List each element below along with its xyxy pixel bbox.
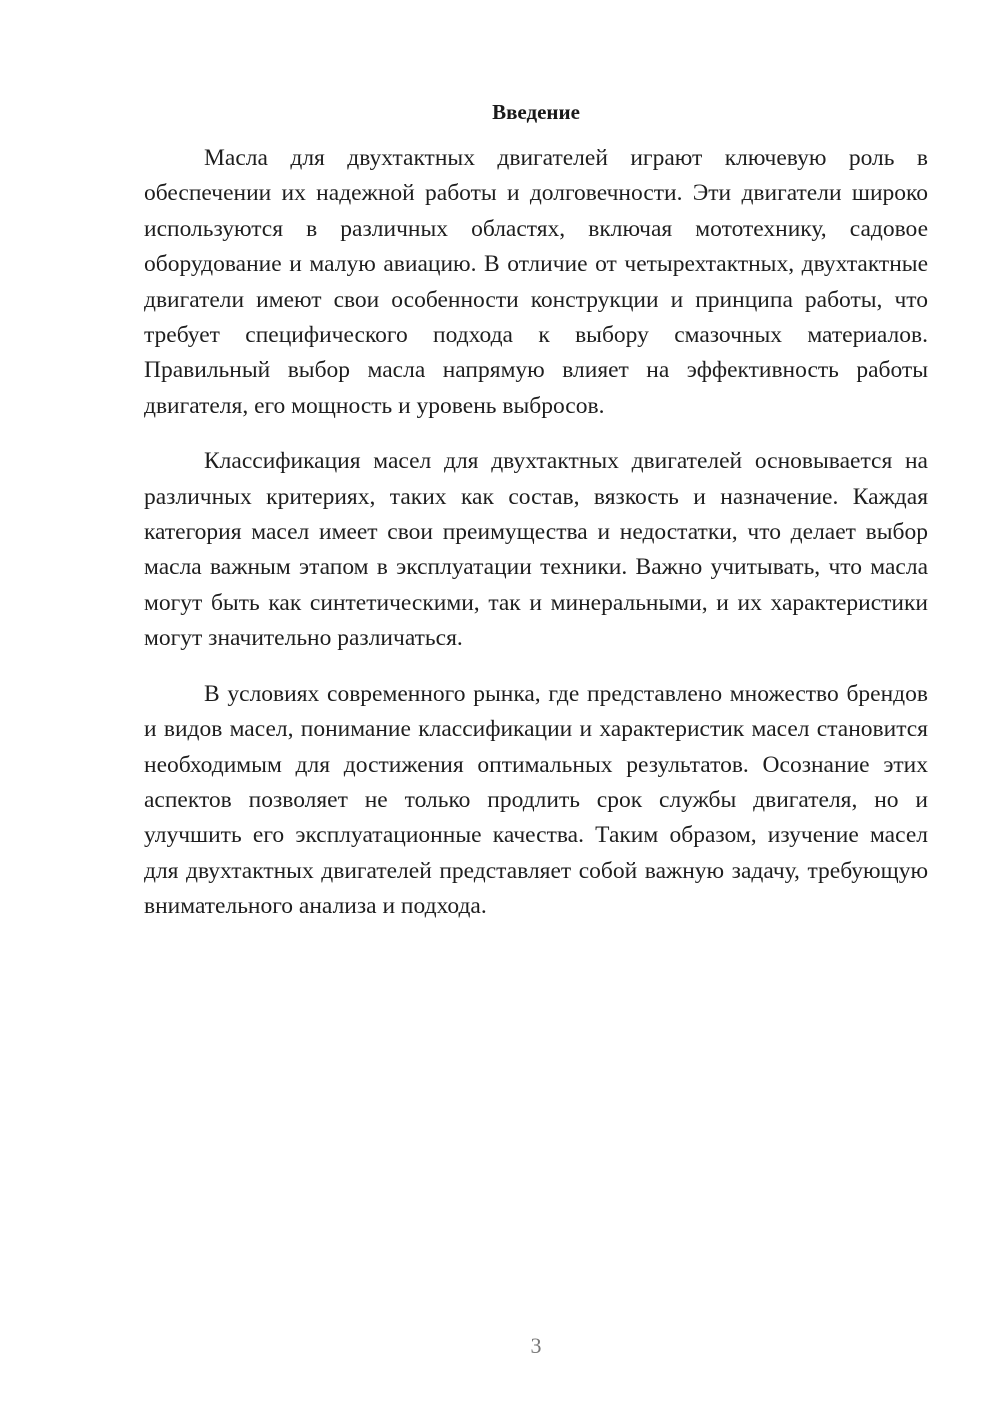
page-number: 3	[530, 1333, 542, 1358]
body-text	[144, 141, 928, 945]
paragraph-2: Классификация масел для двухтактных двигателей основывается на различных критериях, таких как состав, вязкость и назначение. Каждая категория масел имеет свои преимущества и недостатки, что делает выбор масла важным этапом в эксплуатации техники. Важно учитывать, что масла могут быть как синтетическими, так и минеральными, и их характеристики могут значительно различаться.	[144, 448, 928, 652]
paragraph-3: В условиях современного рынка, где представлено множество брендов и видов масел, понимание классификации и характеристик масел становится необходимым для достижения оптимальных результатов. Осознание этих аспектов позволяет не только продлить срок службы двигателя, но и улучшить его эксплуатационные качества. Таким образом, изучение масел для двухтактных двигателей представляет собой важную задачу, требующую внимательного анализа и подхода.	[144, 680, 928, 920]
section-heading: Введение	[492, 100, 580, 124]
paragraph-1: Масла для двухтактных двигателей играют ключевую роль в обеспечении их надежной работы и долговечности. Эти двигатели широко используются в различных областях, включая мототехнику, садовое оборудование и малую авиацию. В отличие от четырехтактных, двухтактные двигатели имеют свои особенности конструкции и принципа работы, что требует специфического подхода к выбору смазочных материалов. Правильный выбор масла напрямую влияет на эффективность работы двигателя, его мощность и уровень выбросов.	[144, 145, 928, 419]
